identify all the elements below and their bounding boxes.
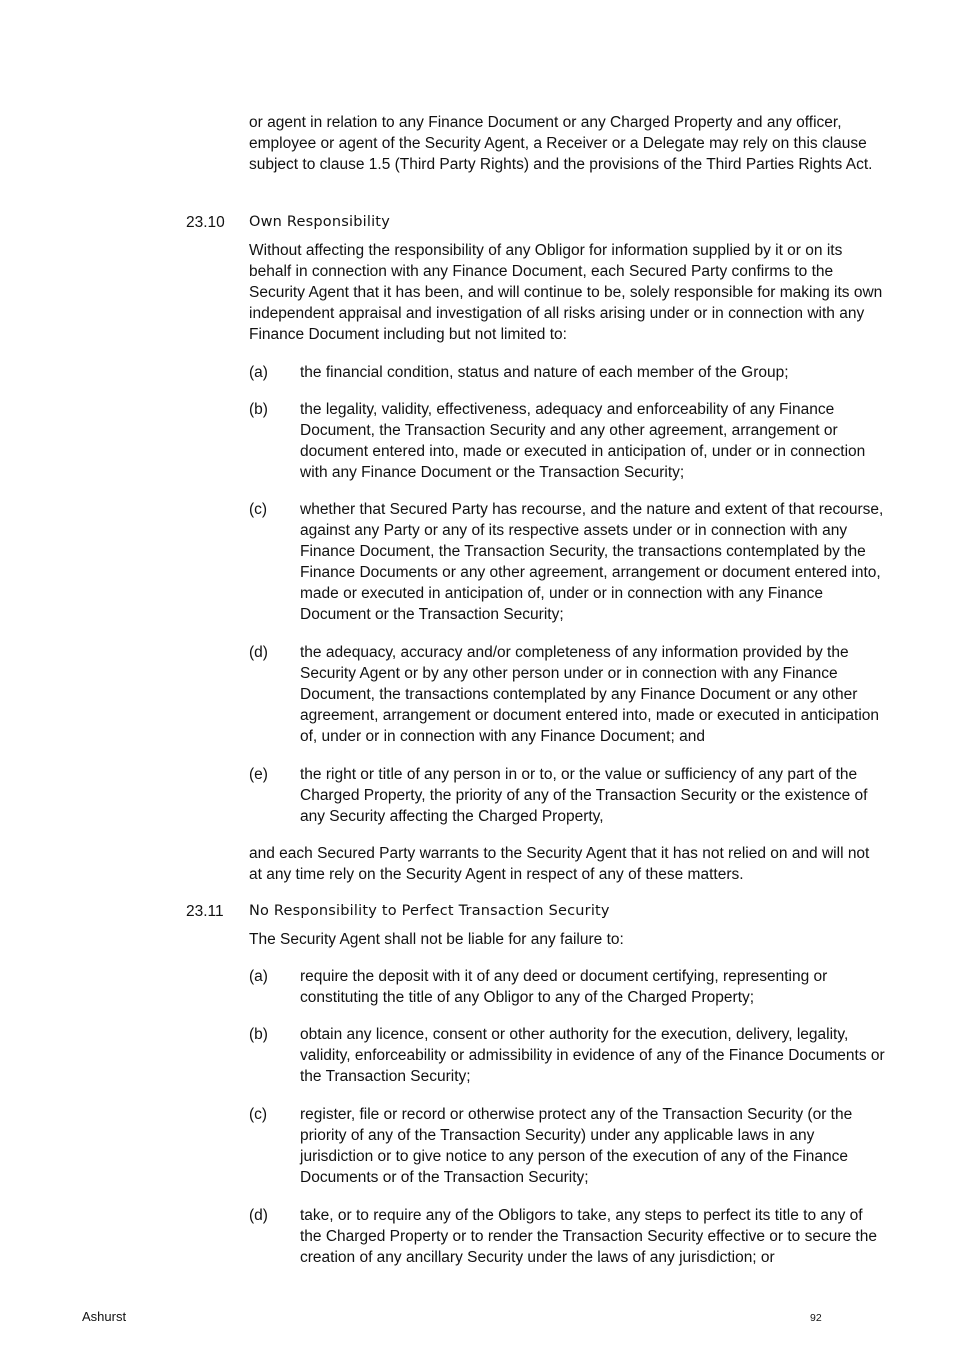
item-label: (e) (249, 766, 268, 783)
item-label: (b) (249, 1026, 268, 1043)
clause-23-11-title: No Responsibility to Perfect Transaction Security (249, 903, 610, 919)
item-text: whether that Secured Party has recourse, and the nature and extent of that recourse, against any Party or any of its respective assets under or in connection with any Finance Document, the Transaction Security, the transactions contemplated by the Finance Documents or any other agreement, arrangement or document entered into, made or executed in anticipation of, under or in connection with any Finance Document or the Transaction Security; (300, 501, 884, 623)
clause-23-10-closing: and each Secured Party warrants to the Security Agent that it has not relied on and will not at any time rely on the Security Agent in respect of any of these matters. (249, 845, 870, 883)
item-text: the adequacy, accuracy and/or completeness of any information provided by the Security Agent or by any other person under or in connection with any Finance Document, the transactions contemplated by any Finance Document or any other agreement, arrangement or document entered into, made or executed in anticipation of, under or in connection with any Finance Document; and (300, 644, 880, 745)
item-text: take, or to require any of the Obligors to take, any steps to perfect its title to any of the Charged Property or to render the Transaction Security effective or to secure the creation of any ancillary Security under the laws of any jurisdiction; or (300, 1207, 877, 1266)
item-text: the financial condition, status and nature of each member of the Group; (300, 364, 789, 381)
item-label: (a) (249, 364, 268, 381)
item-label: (b) (249, 401, 268, 418)
item-label: (c) (249, 1106, 268, 1123)
item-text: the legality, validity, effectiveness, adequacy and enforceability of any Finance Document, the Transaction Security and any other agreement, arrangement or document entered into, made or executed in anticipation of, under or in connection with any Finance Document or the Transaction Security; (300, 401, 866, 481)
intro-paragraph: or agent in relation to any Finance Document or any Charged Property and any officer, employee or agent of the Security Agent, a Receiver or a Delegate may rely on this clause subject to clause 1.5 (Third Party Rights) and the provisions of the Third Parties Rights Act. (249, 114, 873, 173)
item-text: require the deposit with it of any deed or document certifying, representing or constituting the title of any Obligor to any of the Charged Property; (300, 968, 828, 1006)
clause-23-10-title: Own Responsibility (249, 214, 390, 230)
item-text: register, file or record or otherwise protect any of the Transaction Security (or the priority of any of the Transaction Security) under any applicable laws in any jurisdiction or to give notice to any person of the execution of any of the Finance Documents or of the Transaction Security; (300, 1106, 853, 1186)
footer-page-number: 92 (810, 1312, 822, 1324)
clause-23-11-number: 23.11 (186, 903, 224, 920)
item-text: the right or title of any person in or to, or the value or sufficiency of any part of the Charged Property, the priority of any of the Transaction Security or the existence of any Security affecting the Charged Property, (300, 766, 868, 825)
clause-23-10-body: Without affecting the responsibility of any Obligor for information supplied by it or on its behalf in connection with any Finance Document, each Secured Party confirms to the Security Agent that it has been, and will continue to be, solely responsible for making its own independent appraisal and investigation of all risks arising under or in connection with any Finance Document including but not limited to: (249, 242, 883, 343)
item-label: (c) (249, 501, 268, 518)
clause-23-11-body: The Security Agent shall not be liable for any failure to: (249, 931, 624, 948)
item-text: obtain any licence, consent or other authority for the execution, delivery, legality, validity, enforceability or admissibility in evidence of any of the Finance Documents or the Transaction Security; (300, 1026, 885, 1085)
clause-23-10-number: 23.10 (186, 214, 225, 231)
item-label: (d) (249, 1207, 268, 1224)
item-label: (a) (249, 968, 268, 985)
item-label: (d) (249, 644, 268, 661)
footer-firm-name: Ashurst (82, 1309, 127, 1324)
